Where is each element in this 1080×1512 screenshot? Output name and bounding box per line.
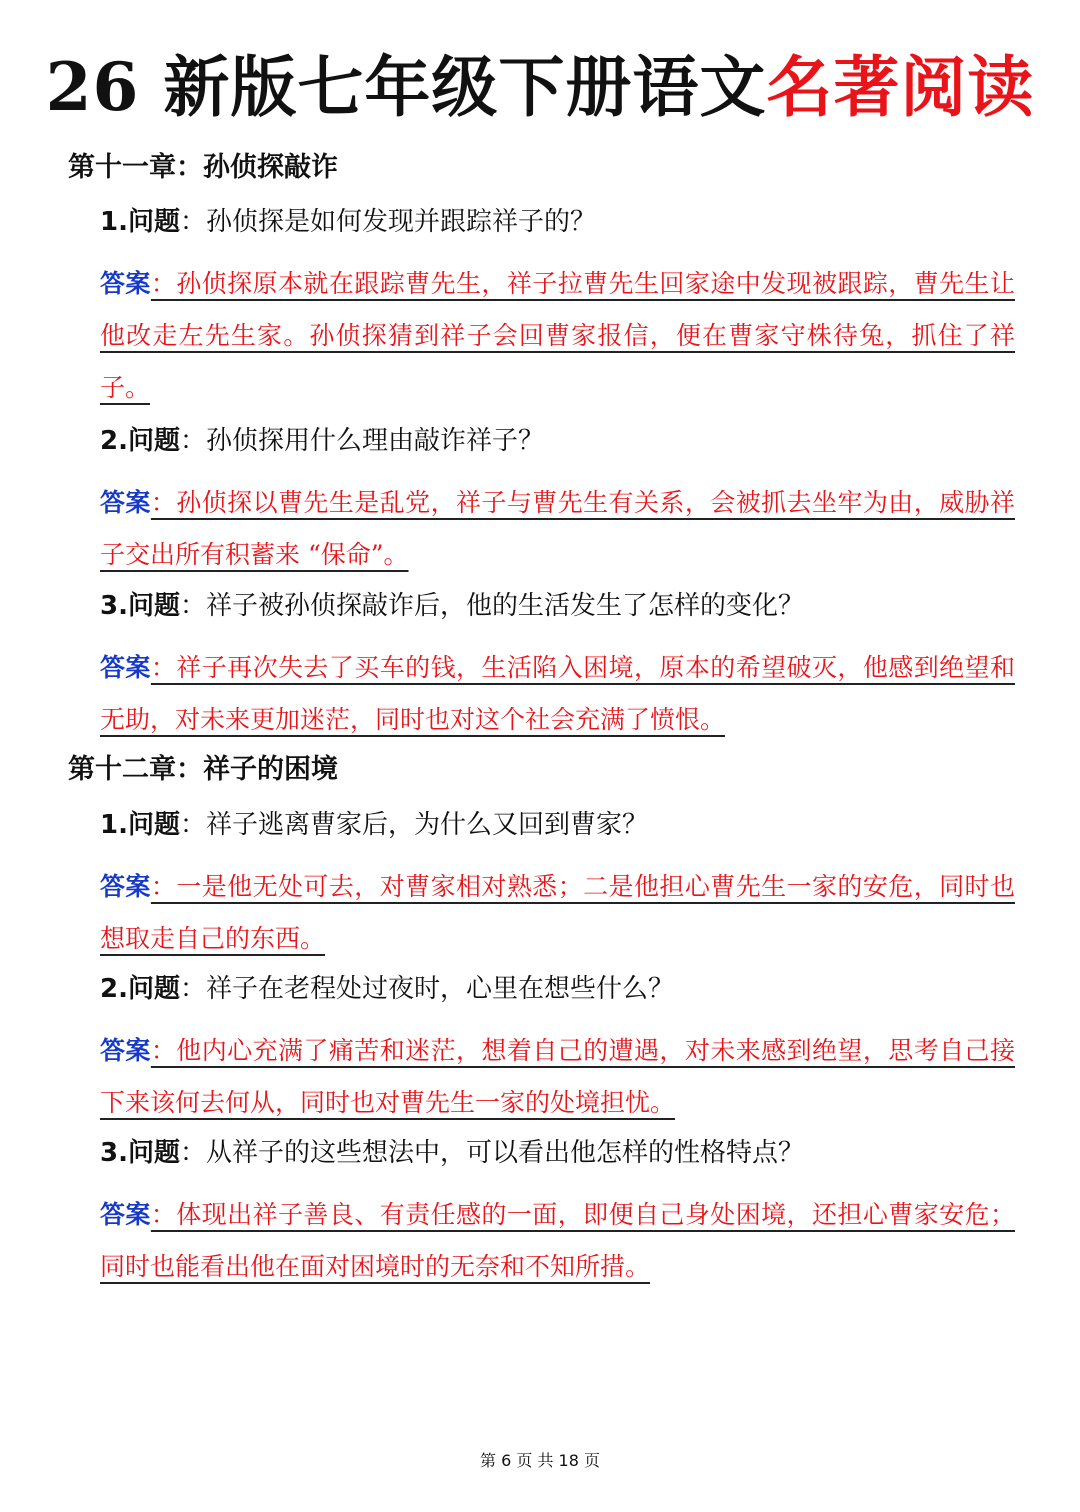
question-text: ：孙侦探用什么理由敲诈祥子？ [179,426,544,456]
title-highlight: 名著阅读 [766,48,1035,126]
answer [100,642,1015,746]
answer-label: 答案 [100,488,151,517]
answer-label: 答案 [100,1200,151,1229]
answer [100,1189,1015,1293]
answer-label: 答案 [100,653,151,682]
question [100,423,1015,459]
question [100,1135,1015,1171]
question [100,971,1015,1007]
qa-item [100,423,1015,581]
qa-item [100,588,1015,746]
page-title [0,42,1080,132]
qa-item [100,204,1015,414]
question-label: 3.问题 [100,1138,180,1168]
answer-text: ：一是他无处可去，对曹家相对熟悉；二是他担心曹先生一家的安危，同时也想取走自己的东西。 [100,872,1015,953]
answer [100,477,1015,581]
qa-item [100,971,1015,1129]
question-text: ：祥子被孙侦探敲诈后，他的生活发生了怎样的变化？ [179,591,804,621]
question-label: 1.问题 [100,810,180,840]
qa-item [100,807,1015,965]
question [100,204,1015,240]
question-label: 2.问题 [100,426,180,456]
page-number: 第 6 页 共 18 页 [480,1451,600,1470]
question-text: ：从祥子的这些想法中，可以看出他怎样的性格特点？ [179,1138,804,1168]
question-label: 1.问题 [100,207,180,237]
answer-label: 答案 [100,1036,151,1065]
answer-label: 答案 [100,872,151,901]
answer [100,1025,1015,1129]
qa-item [100,1135,1015,1293]
question [100,588,1015,624]
question-text: ：祥子逃离曹家后，为什么又回到曹家？ [179,810,648,840]
answer-text: ：孙侦探以曹先生是乱党，祥子与曹先生有关系，会被抓去坐牢为由，威胁祥子交出所有积蓄来 “保命”。 [100,488,1015,569]
answer-text: ：孙侦探原本就在跟踪曹先生，祥子拉曹先生回家途中发现被跟踪，曹先生让他改走左先生家。孙侦探猜到祥子会回曹家报信，便在曹家守株待兔，抓住了祥子。 [100,269,1015,402]
answer [100,861,1015,965]
question-text: ：祥子在老程处过夜时，心里在想些什么？ [179,974,674,1004]
question-label: 3.问题 [100,591,180,621]
answer [100,258,1015,414]
title-main: 26 新版七年级下册语文 [45,48,767,126]
answer-text: ：他内心充满了痛苦和迷茫，想着自己的遭遇，对未来感到绝望，思考自己接下来该何去何从，同时也对曹先生一家的处境担忧。 [100,1036,1015,1117]
question [100,807,1015,843]
chapter-heading: 第十二章：祥子的困境 [68,754,338,785]
answer-text: ：体现出祥子善良、有责任感的一面，即便自己身处困境，还担心曹家安危；同时也能看出他在面对困境时的无奈和不知所措。 [100,1200,1015,1281]
question-label: 2.问题 [100,974,180,1004]
question-text: ：孙侦探是如何发现并跟踪祥子的？ [179,207,596,237]
answer-label: 答案 [100,269,151,298]
answer-text: ：祥子再次失去了买车的钱，生活陷入困境，原本的希望破灭，他感到绝望和无助，对未来更加迷茫，同时也对这个社会充满了愤恨。 [100,653,1015,734]
chapter-heading: 第十一章：孙侦探敲诈 [68,152,338,183]
